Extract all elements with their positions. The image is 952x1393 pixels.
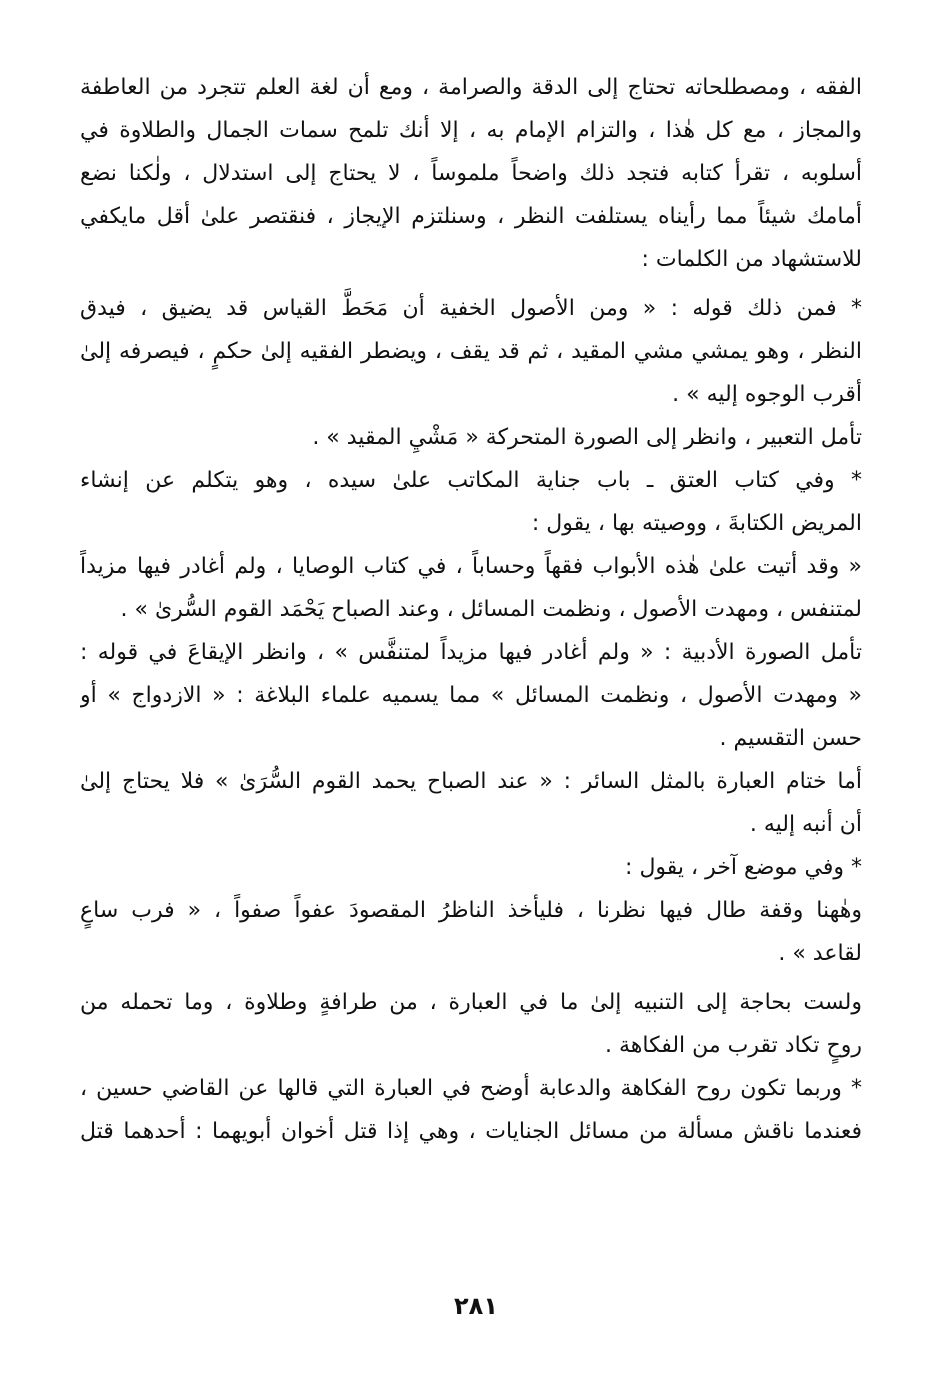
text-line: فعندما ناقش مسألة من مسائل الجنايات ، وهي إذا قتل أخوان أبويهما : أحدهما قتل	[80, 1119, 862, 1144]
text-line: أقرب الوجوه إليه » .	[672, 382, 862, 407]
text-line: تأمل التعبير ، وانظر إلى الصورة المتحركة « مَشْيِ المقيد » .	[312, 425, 862, 450]
text-line: أما ختام العبارة بالمثل السائر : « عند الصباح يحمد القوم السُّرَىٰ » فلا يحتاج إلىٰ	[80, 769, 862, 794]
text-line: تأمل الصورة الأدبية : « ولم أغادر فيها مزيداً لمتنفَّس » ، وانظر الإيقاعَ في قوله :	[80, 640, 862, 665]
text-line: « وقد أتيت علىٰ هٰذه الأبواب فقهاً وحساباً ، في كتاب الوصايا ، ولم أغادر فيها مزيداً	[80, 554, 862, 579]
page-body	[80, 66, 862, 1153]
text-line: * وربما تكون روح الفكاهة والدعابة أوضح في العبارة التي قالها عن القاضي حسين ،	[80, 1076, 862, 1101]
text-line: روحٍ تكاد تقرب من الفكاهة .	[604, 1033, 862, 1058]
text-line: * فمن ذلك قوله : « ومن الأصول الخفية أن مَحَطَّ القياس قد يضيق ، فيدق	[80, 296, 862, 321]
text-line: لمتنفس ، ومهدت الأصول ، ونظمت المسائل ، وعند الصباح يَحْمَد القوم السُّرىٰ » .	[120, 597, 862, 622]
text-line: « ومهدت الأصول ، ونظمت المسائل » مما يسميه علماء البلاغة : « الازدواج » أو	[80, 683, 862, 708]
text-line: أمامك شيئاً مما رأيناه يستلفت النظر ، وسنلتزم الإيجاز ، فنقتصر علىٰ أقل مايكفي	[80, 204, 862, 229]
text-line: وهٰهنا وقفة طال فيها نظرنا ، فليأخذ الناظرُ المقصودَ عفواً صفواً ، « فرب ساعٍ	[80, 898, 862, 923]
text-line: المريض الكتابةَ ، ووصيته بها ، يقول :	[531, 511, 862, 536]
text-line: الفقه ، ومصطلحاته تحتاج إلى الدقة والصرامة ، ومع أن لغة العلم تتجرد من العاطفة	[80, 75, 862, 100]
text-line: ولست بحاجة إلى التنبيه إلىٰ ما في العبارة ، من طرافةٍ وطلاوة ، وما تحمله من	[80, 990, 862, 1015]
text-line: * وفي كتاب العتق ـ باب جناية المكاتب علىٰ سيده ، وهو يتكلم عن إنشاء	[80, 468, 862, 493]
text-line: أسلوبه ، تقرأ كتابه فتجد ذلك واضحاً ملموساً ، لا يحتاج إلى استدلال ، ولٰكنا نضع	[80, 161, 862, 186]
page-number: ٢٨١	[454, 1292, 498, 1320]
text-line: أن أنبه إليه .	[749, 812, 862, 837]
text-line: النظر ، وهو يمشي مشي المقيد ، ثم قد يقف ، ويضطر الفقيه إلىٰ حكمٍ ، فيصرفه إلىٰ	[80, 339, 862, 364]
text-line: لقاعد » .	[778, 941, 862, 966]
text-line: حسن التقسيم .	[719, 726, 862, 751]
text-line: للاستشهاد من الكلمات :	[641, 247, 862, 272]
text-line: والمجاز ، مع كل هٰذا ، والتزام الإمام به ، إلا أنك تلمح سمات الجمال والطلاوة في	[80, 118, 862, 143]
text-line: * وفي موضع آخر ، يقول :	[625, 855, 862, 880]
